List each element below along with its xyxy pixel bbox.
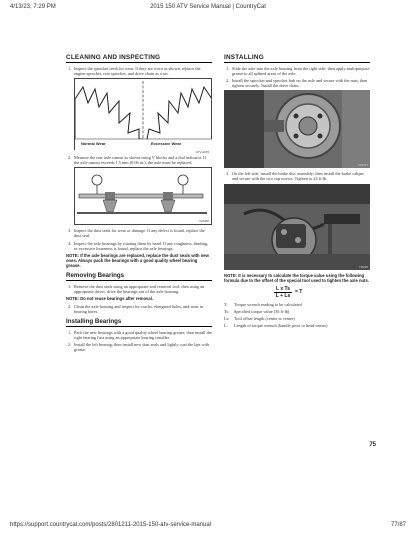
step-item: 3. Inspect the dust seals for wear or damage. If any defect is found, replace the dust seal. <box>66 228 212 238</box>
step-item: 1. Slide the axle into the axle housing from the right side; then apply multipurpose grease to all splined areas of the axle. <box>226 66 370 77</box>
figure-code: ATV-2165 <box>195 150 209 155</box>
step-text: Remove the dust seals using an appropriate seal removal tool; then using an appropriate driver, drive the bearings out of the axle housing. <box>74 283 205 294</box>
definition-item: T: Torque wrench reading to be calculated <box>224 301 302 307</box>
formula-result: = T <box>295 289 303 296</box>
left-column <box>66 54 212 355</box>
step-text: Install the sprocket and sprocket hub on the axle and secure with the nuts; then tighten securely. Install the drive chain. <box>232 78 368 89</box>
manual-page <box>66 54 376 506</box>
right-column <box>224 54 370 330</box>
step-text: Inspect the axle bearings by rotating them by hand. If any roughness, binding, or excessive looseness is found, replace the axle bearings. <box>74 240 209 251</box>
formula-numerator: L x Ts <box>276 285 290 292</box>
axle-runout-figure <box>74 167 212 225</box>
step-text: Measure the rear axle runout as shown using V blocks and a dial indicator. If the axle runout exceeds 1.5 mm (0.06 in.), the axle must be replaced. <box>74 155 206 166</box>
figure-code: TR230 <box>358 264 368 269</box>
dial-indicator-illustration <box>75 168 212 226</box>
step-item: 2. Measure the rear axle runout as shown using V blocks and a dial indicator. If the axle runout exceeds 1.5 mm (0.06 in.), the axle must be replaced. <box>66 155 212 165</box>
step-item: 3. On the left side, install the brake disc assembly; then install the brake caliper and secure with the two cap screws. Tighten to 24 ft-lb. <box>224 171 370 181</box>
note-no-reuse: NOTE: Do not reuse bearings after removal. <box>66 295 154 301</box>
photo-sprocket-image <box>224 90 370 168</box>
step-text: Inspect the sprocket teeth for wear. If they are worn as shown, replace the engine sprocket, rear sprocket, and drive chain as a set. <box>74 66 201 77</box>
step-item: 2. Install the sprocket and sprocket hub on the axle and secure with the nuts; then tighten securely. Install the drive chain. <box>224 78 370 88</box>
step-text: Clean the axle housing and inspect for cracks, elongated holes, and wear in bearing bores. <box>74 303 204 315</box>
print-header <box>6 4 410 14</box>
step-item: 1. Remove the dust seals using an appropriate seal removal tool; then using an appropriate driver, drive the bearings out of the axle housing. <box>66 284 212 294</box>
step-item: 1. Inspect the sprocket teeth for wear. If they are worn as shown, replace the engine sprocket, rear sprocket, and drive chain as a set. <box>66 66 212 76</box>
brake-caliper-photo <box>224 184 370 270</box>
print-url: https://support.countrycat.com/posts/2801211-2015-150-atv-service-manual <box>10 522 211 528</box>
definition-item: L: Length of torque wrench (handle pivot to head-center) <box>224 323 328 329</box>
figure-code: KM480 <box>199 219 209 224</box>
section-heading-installing-bearings: Installing Bearings <box>66 318 212 327</box>
figure-code: KM477 <box>358 163 368 168</box>
definition-item: Ls: Tool offset length (center to center) <box>224 315 295 321</box>
formula-denominator: L + Ls <box>275 292 291 299</box>
step-text: Pack the new bearings with a good quality wheel bearing grease; then install the right bearing first using an appropriate bearing installer. <box>74 330 212 341</box>
note-bearings-replaced: NOTE: If the axle bearings are replaced, replace the dust seals with new ones. Always pack the bearings with a good quality wheel bearing grease. <box>66 252 209 268</box>
step-text: Install the left bearing; then install new dust seals and lightly coat the lips with grease. <box>74 342 210 353</box>
label-normal-wear: Normal Wear <box>81 141 106 147</box>
label-excessive-wear: Excessive Wear <box>151 141 182 147</box>
print-page-count: 77/87 <box>390 522 406 528</box>
page-number: 75 <box>369 442 376 448</box>
section-heading-installing: INSTALLING <box>224 54 370 63</box>
print-page-title: 2015 150 ATV Service Manual | CountryCat <box>150 4 266 10</box>
step-item: 2. Install the left bearing; then install new dust seals and lightly coat the lips with grease. <box>66 342 212 352</box>
step-text: Inspect the dust seals for wear or damage. If any defect is found, replace the dust seal. <box>74 228 205 239</box>
torque-formula <box>274 286 370 299</box>
sprocket-install-photo <box>224 90 370 168</box>
section-heading-cleaning: CLEANING AND INSPECTING <box>66 54 212 63</box>
sprocket-wear-figure <box>74 78 212 155</box>
step-item: 1. Pack the new bearings with a good quality wheel bearing grease; then install the right bearing first using an appropriate bearing installer. <box>68 330 212 341</box>
print-datetime: 4/13/23, 7:29 PM <box>10 4 56 10</box>
formula-definitions <box>224 302 370 329</box>
note-torque-calculation: NOTE: It is necessary to calculate the torque value using the following formula due to the offset of the special tool used to tighten the axle nuts. <box>224 272 369 283</box>
definition-item: Ts: Specified torque value (36 ft-lb) <box>224 308 290 314</box>
section-heading-removing-bearings: Removing Bearings <box>66 272 212 281</box>
step-item: 2. Clean the axle housing and inspect for cracks, elongated holes, and wear in bearing bores. <box>66 304 212 314</box>
photo-brake-image <box>224 184 370 270</box>
step-text: Slide the axle into the axle housing from the right side; then apply multipurpose grease to all splined areas of the axle. <box>232 66 370 77</box>
step-item: 4. Inspect the axle bearings by rotating them by hand. If any roughness, binding, or excessive looseness is found, replace the axle bearings. <box>66 241 212 251</box>
step-text: On the left side, install the brake disc assembly; then install the brake caliper and secure with the two cap screws. Tighten to 24 ft-lb. <box>232 171 364 182</box>
print-footer <box>6 522 410 532</box>
